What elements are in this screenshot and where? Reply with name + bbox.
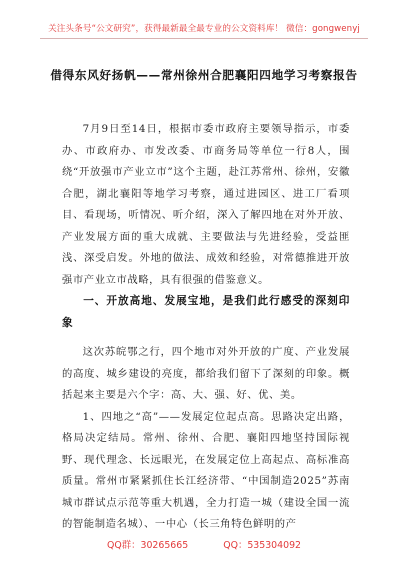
- paragraph-intro: 7月9日至14日，根据市委市政府主要领导指示，市委办、市政府办、市发改委、市商务局等单位一行8人，围绕“开放强市产业立市”这个主题，赴江苏常州、徐州，安徽合肥，湖北襄阳等地学习考察，通过进园区、进工厂看项目、看现场，听情况、听介绍，深入了解四地在对外开放、产业发展方面的重大成就、主要做法与先进经验，受益匪浅、深受启发。外地的做法、成效和经验，对常德推进开放强市产业立市战略，具有很强的借鉴意义。: [62, 123, 350, 286]
- document-body: [62, 119, 350, 536]
- document-title: 借得东风好扬帆——常州徐州合肥襄阳四地学习考察报告: [50, 68, 358, 82]
- paragraph-point-1: 1、四地之“高”——发展定位起点高。思路决定出路，格局决定结局。常州、徐州、合肥、襄阳四地坚持国际视野、现代理念、长远眼光，在发展定位上高起点、高标准高质量。常州市紧紧抓住长江经济带、“中国制造2025”苏南城市群试点示范等重大机遇，全力打造一城（建设全国一流的智能制造名城）、一中心（长三角特色鲜明的产: [62, 410, 350, 530]
- section-heading: 一、开放高地、发展宝地，是我们此行感受的深刻印象: [62, 295, 350, 329]
- header-divider: [40, 38, 368, 39]
- paragraph-summary: 这次苏皖鄂之行，四个地市对外开放的广度、产业发展的高度、城乡建设的亮度，都给我们留下了深刻的印象。概括起来主要是六个字：高、大、强、好、优、美。: [62, 346, 350, 401]
- qq-group-text: QQ群：30265665: [106, 540, 189, 551]
- footer-contact: [0, 537, 408, 551]
- header-notice: 关注头条号“公文研究”，获得最新最全最专业的公文资料库！ 微信：gongwenyj: [48, 24, 360, 34]
- qq-number-text: QQ：535304092: [223, 540, 302, 551]
